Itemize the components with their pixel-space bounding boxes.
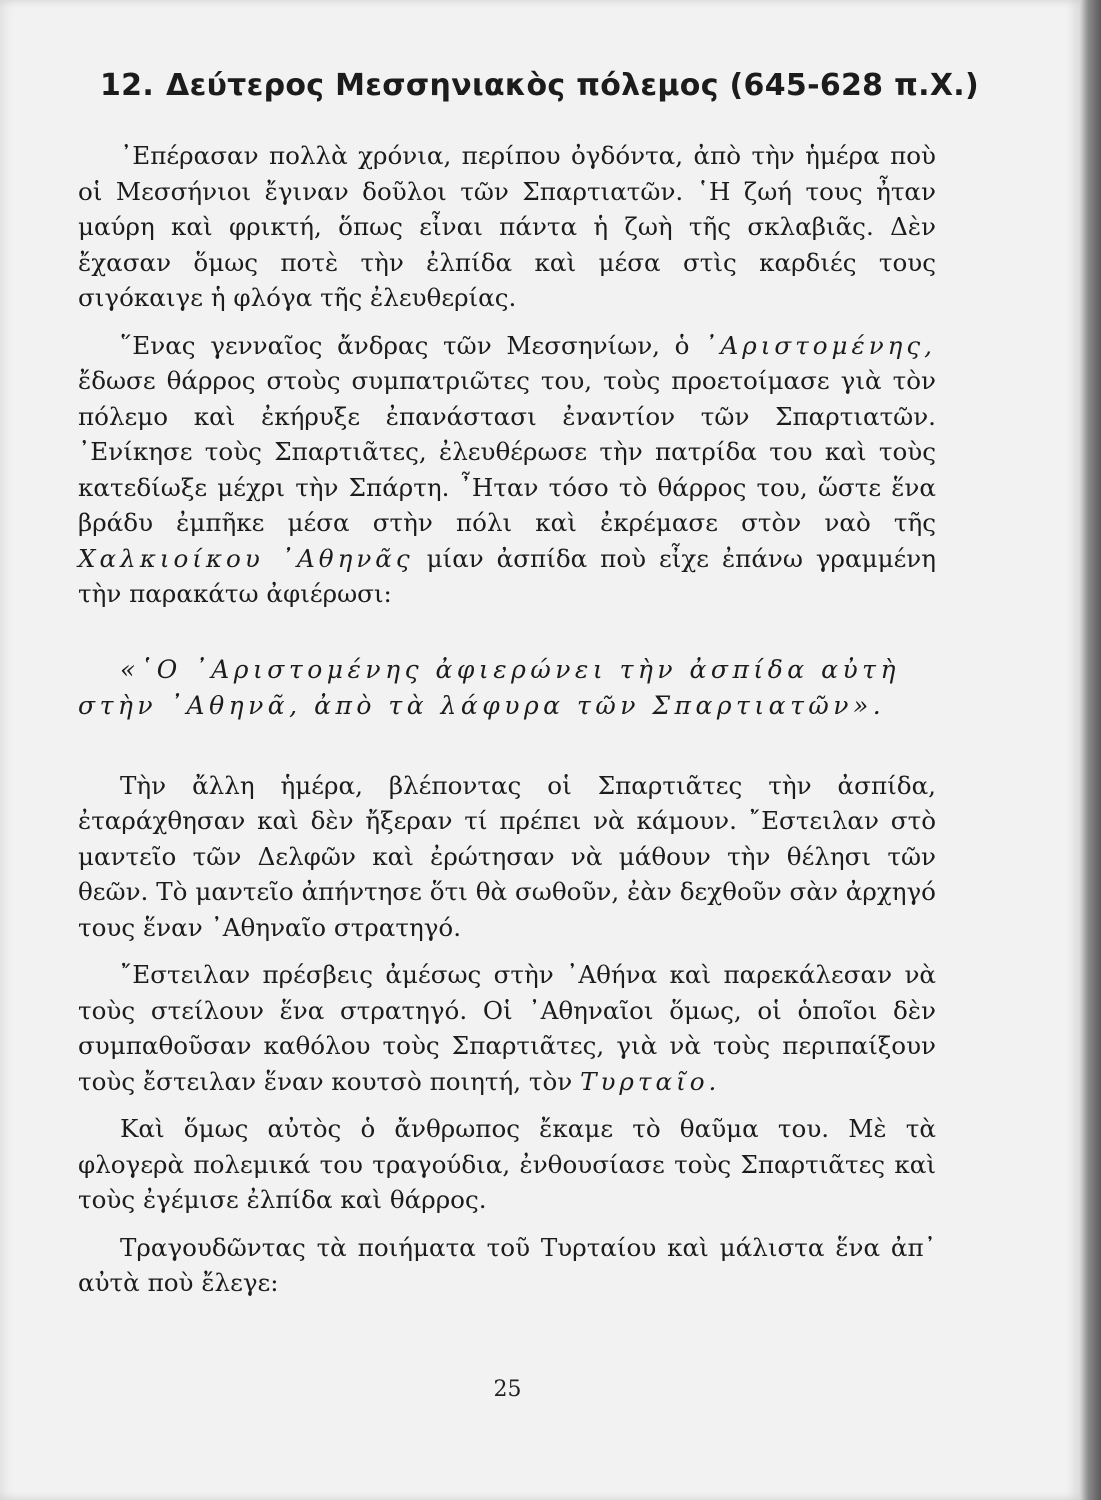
paragraph-1: ᾿Επέρασαν πολλὰ χρόνια, περίπου ὀγδόντα, ἀπὸ τὴν ἡμέρα ποὺ οἱ Μεσσήνιοι ἔγιναν δοῦλοι τῶν Σπαρτιατῶν. ῾Η ζωή τους ἦταν μαύρη καὶ φρικτή, ὅπως εἶναι πάντα ἡ ζωὴ τῆς σκλαβιᾶς. Δὲν ἔχασαν ὅμως ποτὲ τὴν ἐλπίδα καὶ μέσα στὶς καρδιές τους σιγόκαιγε ἡ φλόγα τῆς ἐλευθερίας. [78,141,936,312]
paragraph-4-text: ῎Εστειλαν πρέσβεις ἀμέσως στὴν ᾿Αθήνα καὶ παρεκάλεσαν νὰ τοὺς στείλουν ἕνα στρατηγό. Οἱ ᾿Αθηναῖοι ὅμως, οἱ ὁποῖοι δὲν συμπαθοῦσαν καθόλου τοὺς Σπαρτιᾶτες, γιὰ νὰ τοὺς περιπαίξουν τοὺς ἔστειλαν ἕναν κουτσὸ ποιητή, τὸν [78,960,936,1096]
paragraph-6: Τραγουδῶντας τὰ ποιήματα τοῦ Τυρταίου καὶ μάλιστα ἕνα ἀπ᾿ αὐτὰ ποὺ ἔλεγε: [78,1232,936,1297]
chapter-title: Δεύτερος Μεσσηνιακὸς πόλεμος (645-628 π.Χ.) [166,68,979,103]
paragraph-2-text-b: ἔδωσε θάρρος στοὺς συμπατριῶτες του, τοὺς προετοίμασε γιὰ τὸν πόλεμο καὶ ἐκήρυξε ἐπανάστασι ἐναντίον τῶν Σπαρτιατῶν. ᾿Ενίκησε τοὺς Σπαρτιᾶτες, ἐλευθέρωσε τὴν πατρίδα του καὶ τοὺς κατεδίωξε μέχρι τὴν Σπάρτη. ῏Ηταν τόσο τὸ θάρρος του, ὥστε ἕνα βράδυ ἐμπῆκε μέσα στὴν πόλι καὶ ἐκρέμασε στὸν ναὸ τῆς [78,366,936,537]
athena-chalkioikos-name: Χαλκιοίκου ᾿Αθηνᾶς [78,543,414,573]
paragraph-4 [78,957,936,1099]
paragraph-3: Τὴν ἄλλη ἡμέρα, βλέποντας οἱ Σπαρτιᾶτες τὴν ἀσπίδα, ἐταράχθησαν καὶ δὲν ἤξεραν τί πρέπει νὰ κάμουν. ῎Εστειλαν στὸ μαντεῖο τῶν Δελφῶν καὶ ἐρώτησαν νὰ μάθουν τὴν θέλησι τῶν θεῶν. Τὸ μαντεῖο ἀπήντησε ὅτι θὰ σωθοῦν, ἐὰν δεχθοῦν σὰν ἀρχηγό τους ἕναν ᾿Αθηναῖο στρατηγό. [78,770,936,942]
tyrtaeus-name: Τυρταῖο. [580,1066,721,1096]
paragraph-2-text-c: μίαν ἀσπίδα ποὺ εἶχε ἐπάνω γραμμένη τὴν παρακάτω ἀφιέρωσι: [78,543,936,608]
chapter-number: 12. [100,68,155,103]
quote-line-2: στὴν ᾿Αθηνᾶ, ἀπὸ τὰ λάφυρα τῶν Σπαρτιατῶν». [78,690,886,720]
paragraph-5: Καὶ ὅμως αὐτὸς ὁ ἄνθρωπος ἔκαμε τὸ θαῦμα του. Μὲ τὰ φλογερὰ πολεμικά του τραγούδια, ἐνθουσίασε τοὺς Σπαρτιᾶτες καὶ τοὺς ἐγέμισε ἐλπίδα καὶ θάρρος. [78,1114,936,1214]
page-content [78,58,979,1301]
page-number: 25 [493,1377,522,1402]
shield-dedication-quote [78,652,936,724]
quote-line-1: «῾Ο ᾿Αριστομένης ἀφιερώνει τὴν ἀσπίδα αὐτὴ [120,654,900,684]
paragraph-2 [78,328,936,612]
chapter-heading [100,66,979,106]
paragraph-2-text-a: ῞Ενας γενναῖος ἄνδρας τῶν Μεσσηνίων, ὁ [120,330,705,360]
aristomenis-name: ᾿Αριστομένης, [704,330,936,360]
page-edge-shadow [1080,0,1101,1500]
